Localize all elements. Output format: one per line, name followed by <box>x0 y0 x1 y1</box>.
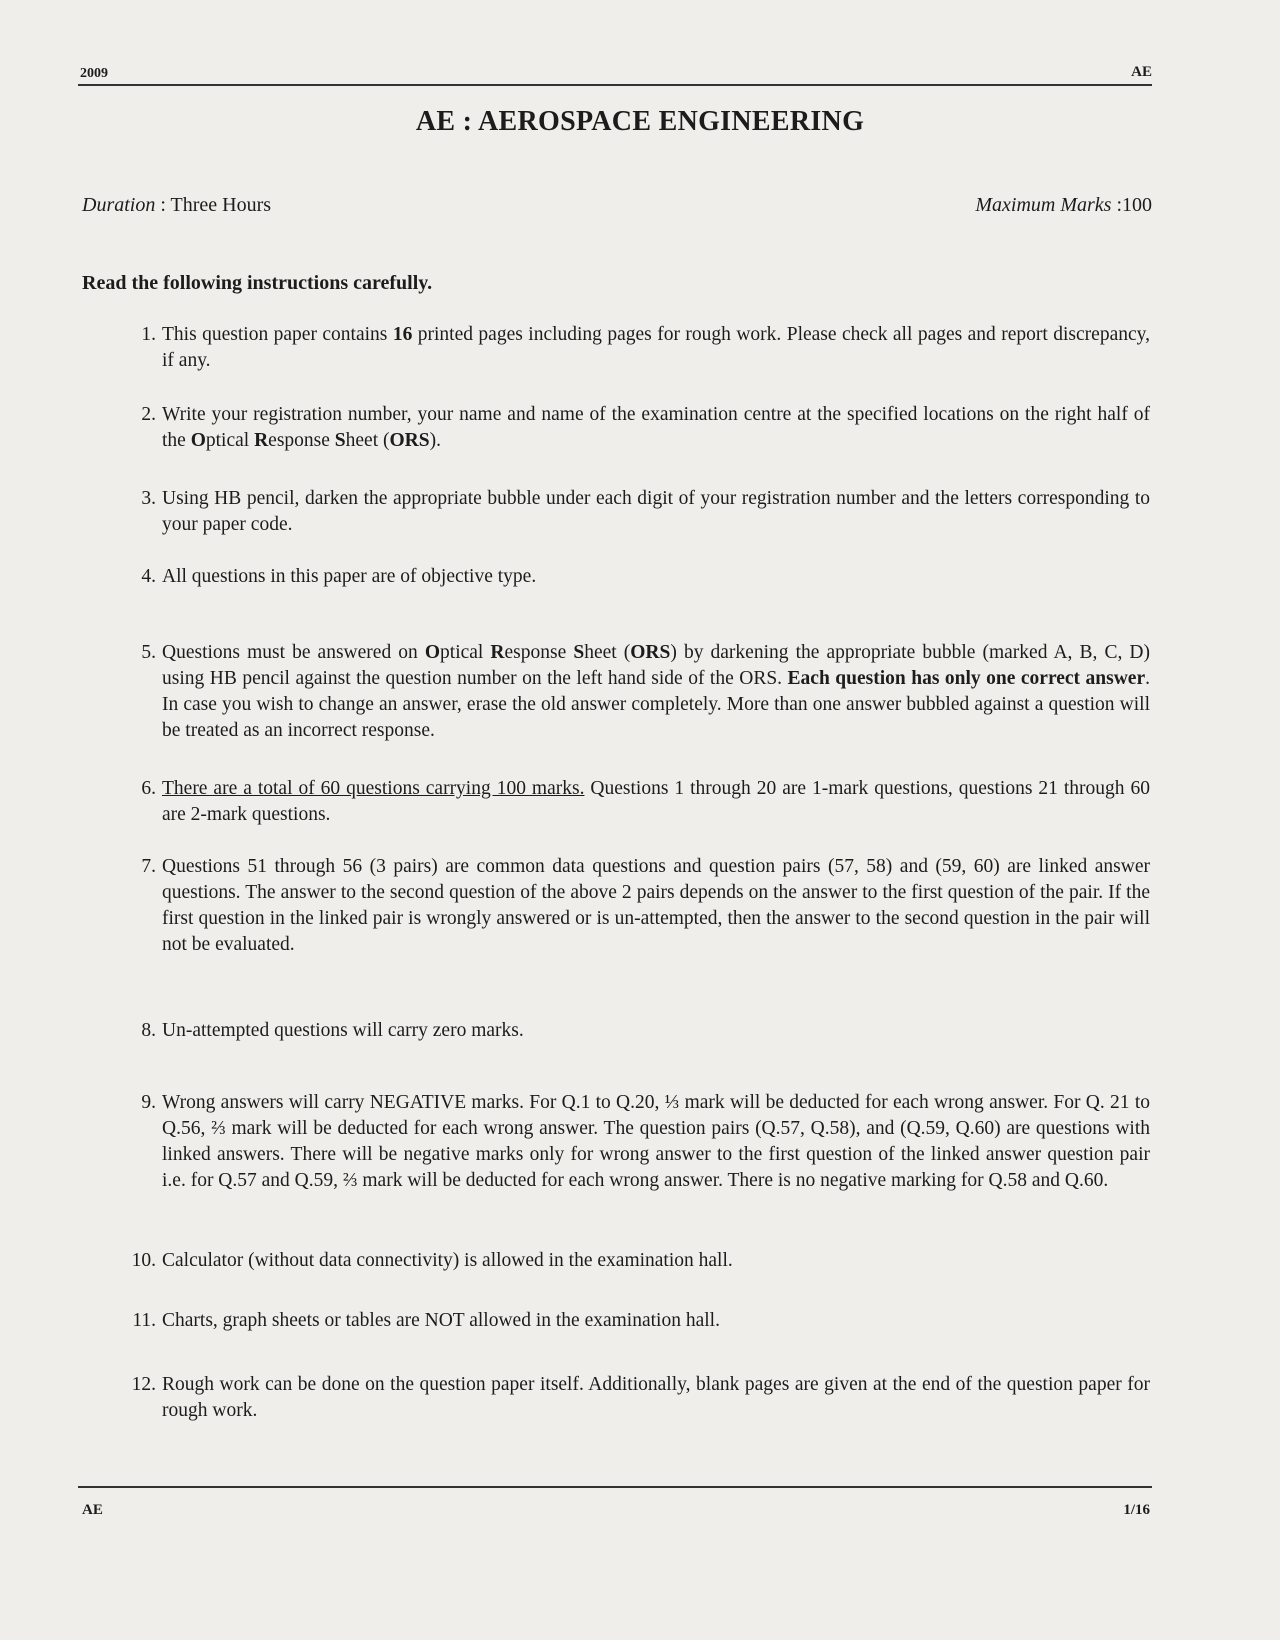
text-run: Questions 1 through 20 are 1-mark questions, questions 21 through 60 are 2-mark questions. <box>162 778 1150 825</box>
header-year: 2009 <box>80 66 108 81</box>
instruction-number: 1. <box>141 324 156 345</box>
instruction-item <box>120 322 1150 374</box>
text-run: Write your registration number, your name and name of the examination centre at the specified locations on the right half of the <box>162 404 1150 451</box>
text-run: Each question has only one correct answer <box>787 668 1146 689</box>
instruction-item <box>120 776 1150 828</box>
instruction-text <box>162 564 1150 590</box>
text-run: All questions in this paper are of objective type. <box>162 566 537 587</box>
instruction-text <box>162 1018 1150 1044</box>
text-run: S <box>334 430 346 451</box>
instruction-item <box>120 1248 1150 1274</box>
instruction-number: 2. <box>141 404 156 425</box>
text-run: heet ( <box>584 642 631 663</box>
max-marks-label: Maximum Marks <box>975 194 1112 216</box>
text-run: esponse <box>268 430 335 451</box>
duration-value: : Three Hours <box>155 194 272 216</box>
instruction-text <box>162 1090 1150 1194</box>
text-run: R <box>490 642 505 663</box>
text-run: Questions 51 through 56 (3 pairs) are common data questions and question pairs (57, 58) and (59, 60) are linked answer questions. The answer to the second question of the above 2 pairs depends on the answer to the first question of the pair. If the first question in the linked pair is wrongly answered or is un-attempted, then the answer to the second question in the pair will not be evaluated. <box>162 856 1150 955</box>
instruction-item <box>120 402 1150 454</box>
instruction-number: 11. <box>132 1310 156 1331</box>
text-run: O <box>424 642 441 663</box>
instruction-number: 3. <box>141 488 156 509</box>
header-paper-code: AE <box>1131 64 1152 80</box>
instruction-text <box>162 776 1150 828</box>
text-run: esponse <box>504 642 574 663</box>
instruction-item <box>120 1308 1150 1334</box>
instruction-item <box>120 1372 1150 1424</box>
instruction-text <box>162 486 1150 538</box>
instruction-text <box>162 1372 1150 1424</box>
instruction-number: 4. <box>141 566 156 587</box>
duration-label: Duration <box>82 194 156 216</box>
instruction-number: 6. <box>141 778 156 799</box>
text-run: Wrong answers will carry NEGATIVE marks. For Q.1 to Q.20, ⅓ mark will be deducted for each wrong answer. For Q. 21 to Q.56, ⅔ mark will be deducted for each wrong answer. The question pairs (Q.57, Q.58), and (Q.59, Q.60) are questions with linked answers. There will be negative marks only for wrong answer to the first question of the linked answer question pair i.e. for Q.57 and Q.59, ⅔ mark will be deducted for each wrong answer. There is no negative marking for Q.58 and Q.60. <box>162 1092 1150 1191</box>
text-run: ) by darkening the appropriate bubble (marked A, B, C, D) using HB pencil against the question number on the left hand side of the ORS. <box>162 642 1150 689</box>
instruction-item <box>120 564 1150 590</box>
instruction-number: 7. <box>141 856 156 877</box>
page-number: 1/16 <box>1123 1502 1150 1518</box>
footer-paper-code: AE <box>82 1502 103 1518</box>
instruction-number: 5. <box>141 642 156 663</box>
max-marks-value: :100 <box>1111 194 1152 216</box>
text-run: This question paper contains <box>162 324 393 345</box>
instruction-text <box>162 640 1150 744</box>
text-run: heet ( <box>345 430 390 451</box>
text-run: ptical <box>440 642 491 663</box>
instruction-text <box>162 402 1150 454</box>
text-run: Un-attempted questions will carry zero marks. <box>162 1020 524 1041</box>
instruction-number: 9. <box>141 1092 156 1113</box>
instruction-text <box>162 854 1150 958</box>
text-run: Rough work can be done on the question paper itself. Additionally, blank pages are given at the end of the question paper for rough work. <box>162 1374 1150 1421</box>
instruction-number: 10. <box>131 1250 156 1271</box>
instruction-item <box>120 640 1150 744</box>
text-run: Calculator (without data connectivity) is allowed in the examination hall. <box>162 1250 733 1271</box>
header-divider <box>78 84 1152 86</box>
text-run: ORS <box>389 430 430 451</box>
text-run: Questions must be answered on <box>162 642 425 663</box>
text-run: Using HB pencil, darken the appropriate bubble under each digit of your registration number and the letters corresponding to your paper code. <box>162 488 1150 535</box>
text-run: O <box>190 430 206 451</box>
text-run: ptical <box>205 430 255 451</box>
text-run: printed pages including pages for rough work. Please check all pages and report discrepancy, if any. <box>162 324 1150 371</box>
instruction-item <box>120 854 1150 958</box>
text-run: . In case you wish to change an answer, erase the old answer completely. More than one answer bubbled against a question will be treated as an incorrect response. <box>162 668 1150 741</box>
instruction-item <box>120 1018 1150 1044</box>
page-title: AE : AEROSPACE ENGINEERING <box>415 106 865 137</box>
text-run: ORS <box>630 642 671 663</box>
duration <box>82 194 271 217</box>
footer-divider <box>78 1486 1152 1488</box>
text-run: There are a total of 60 questions carrying 100 marks. <box>162 778 585 799</box>
instruction-item <box>120 1090 1150 1194</box>
text-run: S <box>573 642 585 663</box>
instruction-text <box>162 1248 1150 1274</box>
instruction-number: 12. <box>131 1374 156 1395</box>
text-run: Charts, graph sheets or tables are NOT allowed in the examination hall. <box>162 1310 720 1331</box>
instruction-text <box>162 322 1150 374</box>
text-run: 16 <box>392 324 413 345</box>
instruction-text <box>162 1308 1150 1334</box>
text-run: ). <box>429 430 441 451</box>
text-run: R <box>254 430 269 451</box>
maximum-marks <box>975 194 1152 217</box>
instruction-item <box>120 486 1150 538</box>
instruction-number: 8. <box>141 1020 156 1041</box>
instructions-heading: Read the following instructions carefully. <box>82 272 433 294</box>
